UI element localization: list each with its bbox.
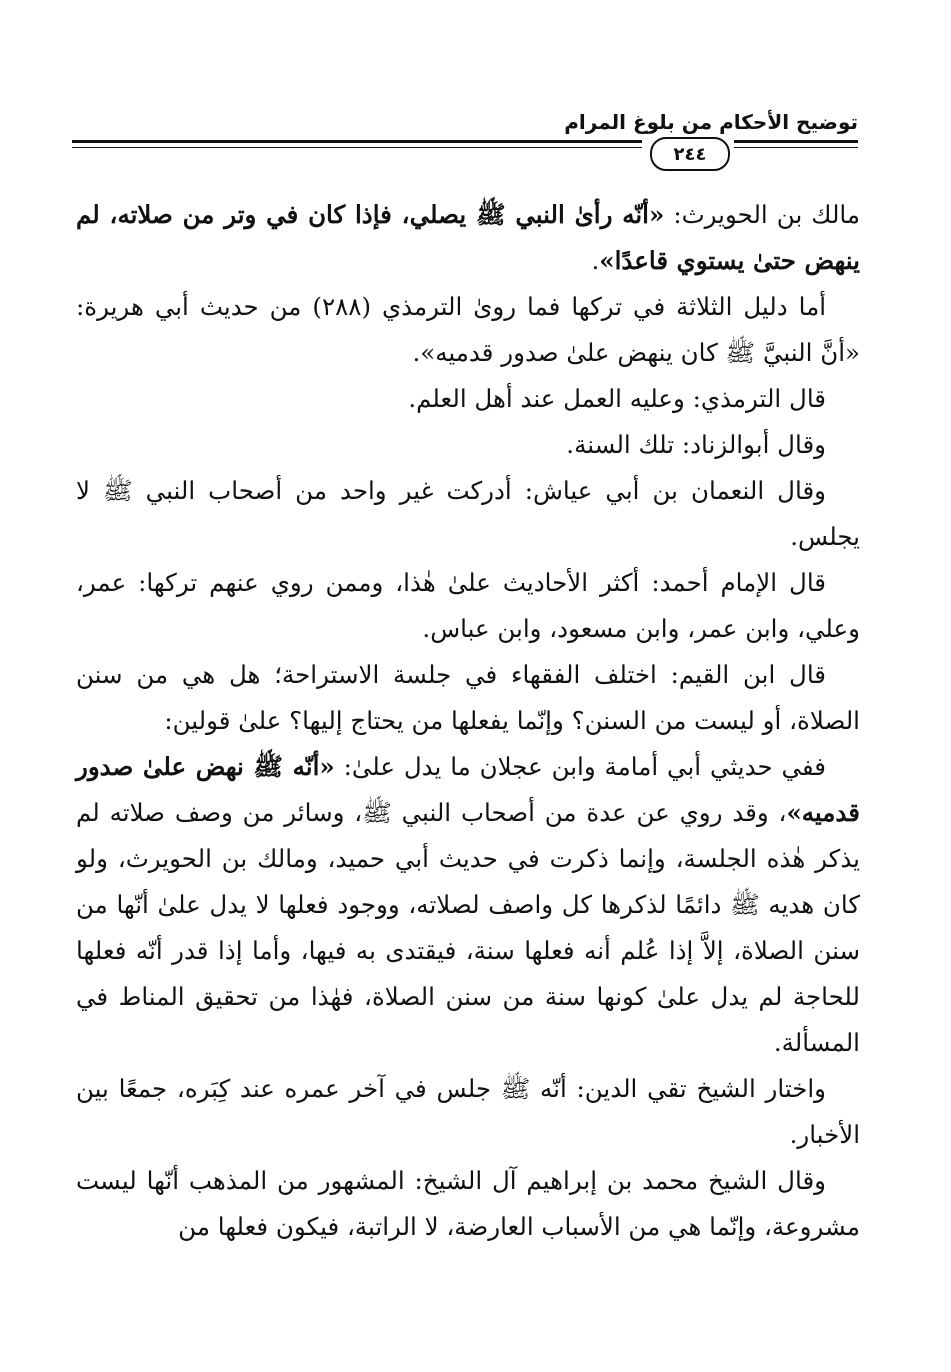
paragraph-text: مالك بن الحويرث: <box>664 200 861 229</box>
paragraph <box>76 652 860 744</box>
paragraph-text: قال الإمام أحمد: أكثر الأحاديث علىٰ هٰذا، وممن روي عنهم تركها: عمر، وعلي، وابن عمر، وابن مسعود، وابن عباس. <box>76 568 860 643</box>
paragraph <box>76 1066 860 1158</box>
paragraph-text: ففي حديثي أبي أمامة وابن عجلان ما يدل علىٰ: <box>334 752 826 781</box>
header-rule-right-thin <box>734 147 858 148</box>
paragraph-text: وقال أبوالزناد: تلك السنة. <box>566 430 826 459</box>
paragraph <box>76 560 860 652</box>
header-rule-left-thin <box>72 147 642 148</box>
book-title: توضيح الأحكام من بلوغ المرام <box>564 110 858 134</box>
paragraph-text: قال ابن القيم: اختلف الفقهاء في جلسة الاستراحة؛ هل هي من سنن الصلاة، أو ليست من السنن؟ وإنّما يفعلها من يحتاج إليها؟ علىٰ قولين: <box>76 660 860 735</box>
page-body-text <box>76 192 860 1250</box>
page-number <box>650 137 730 171</box>
paragraph-text: قال الترمذي: وعليه العمل عند أهل العلم. <box>408 384 826 413</box>
paragraph <box>76 376 860 422</box>
paragraph <box>76 284 860 376</box>
paragraph <box>76 468 860 560</box>
paragraph <box>76 422 860 468</box>
paragraph-text: . <box>591 246 600 275</box>
hadith-quote: «أنّه ﷺ نهض علىٰ صدور قدميه» <box>76 752 860 827</box>
paragraph <box>76 744 860 1066</box>
paragraph-text: واختار الشيخ تقي الدين: أنّه ﷺ جلس في آخر عمره عند كِبَره، جمعًا بين الأخبار. <box>76 1074 860 1149</box>
paragraph <box>76 1158 860 1250</box>
paragraph-text: وقال الشيخ محمد بن إبراهيم آل الشيخ: المشهور من المذهب أنّها ليست مشروعة، وإنّما هي من الأسباب العارضة، لا الراتبة، فيكون فعلها من <box>76 1166 860 1241</box>
paragraph-text: ، وقد روي عن عدة من أصحاب النبي ﷺ، وسائر من وصف صلاته لم يذكر هٰذه الجلسة، وإنما ذكرت في حديث أبي حميد، ومالك بن الحويرث، ولو كان هديه ﷺ دائمًا لذكرها كل واصف لصلاته، ووجود فعلها لا يدل علىٰ أنّها من سنن الصلاة، إلاَّ إذا عُلم أنه فعلها سنة، فيقتدى به فيها، وأما إذا قدر أنّه فعلها للحاجة لم يدل علىٰ كونها سنة من سنن الصلاة، فهٰذا من تحقيق المناط في المسألة. <box>76 798 860 1057</box>
header-rule-left-thick <box>72 140 642 143</box>
paragraph-text: وقال النعمان بن أبي عياش: أدركت غير واحد من أصحاب النبي ﷺ لا يجلس. <box>76 476 860 551</box>
header-rule-right-thick <box>734 140 858 143</box>
page-number-text: ٢٤٤ <box>673 143 707 165</box>
hadith-quote: «أنّه رأىٰ النبي ﷺ يصلي، فإذا كان في وتر من صلاته، لم ينهض حتىٰ يستوي قاعدًا» <box>76 200 860 275</box>
paragraph-text: أما دليل الثلاثة في تركها فما رویٰ الترمذي (٢٨٨) من حديث أبي هريرة: «أنَّ النبيَّ ﷺ كان ينهض علىٰ صدور قدميه». <box>76 292 860 367</box>
paragraph <box>76 192 860 284</box>
page-header <box>72 88 858 168</box>
